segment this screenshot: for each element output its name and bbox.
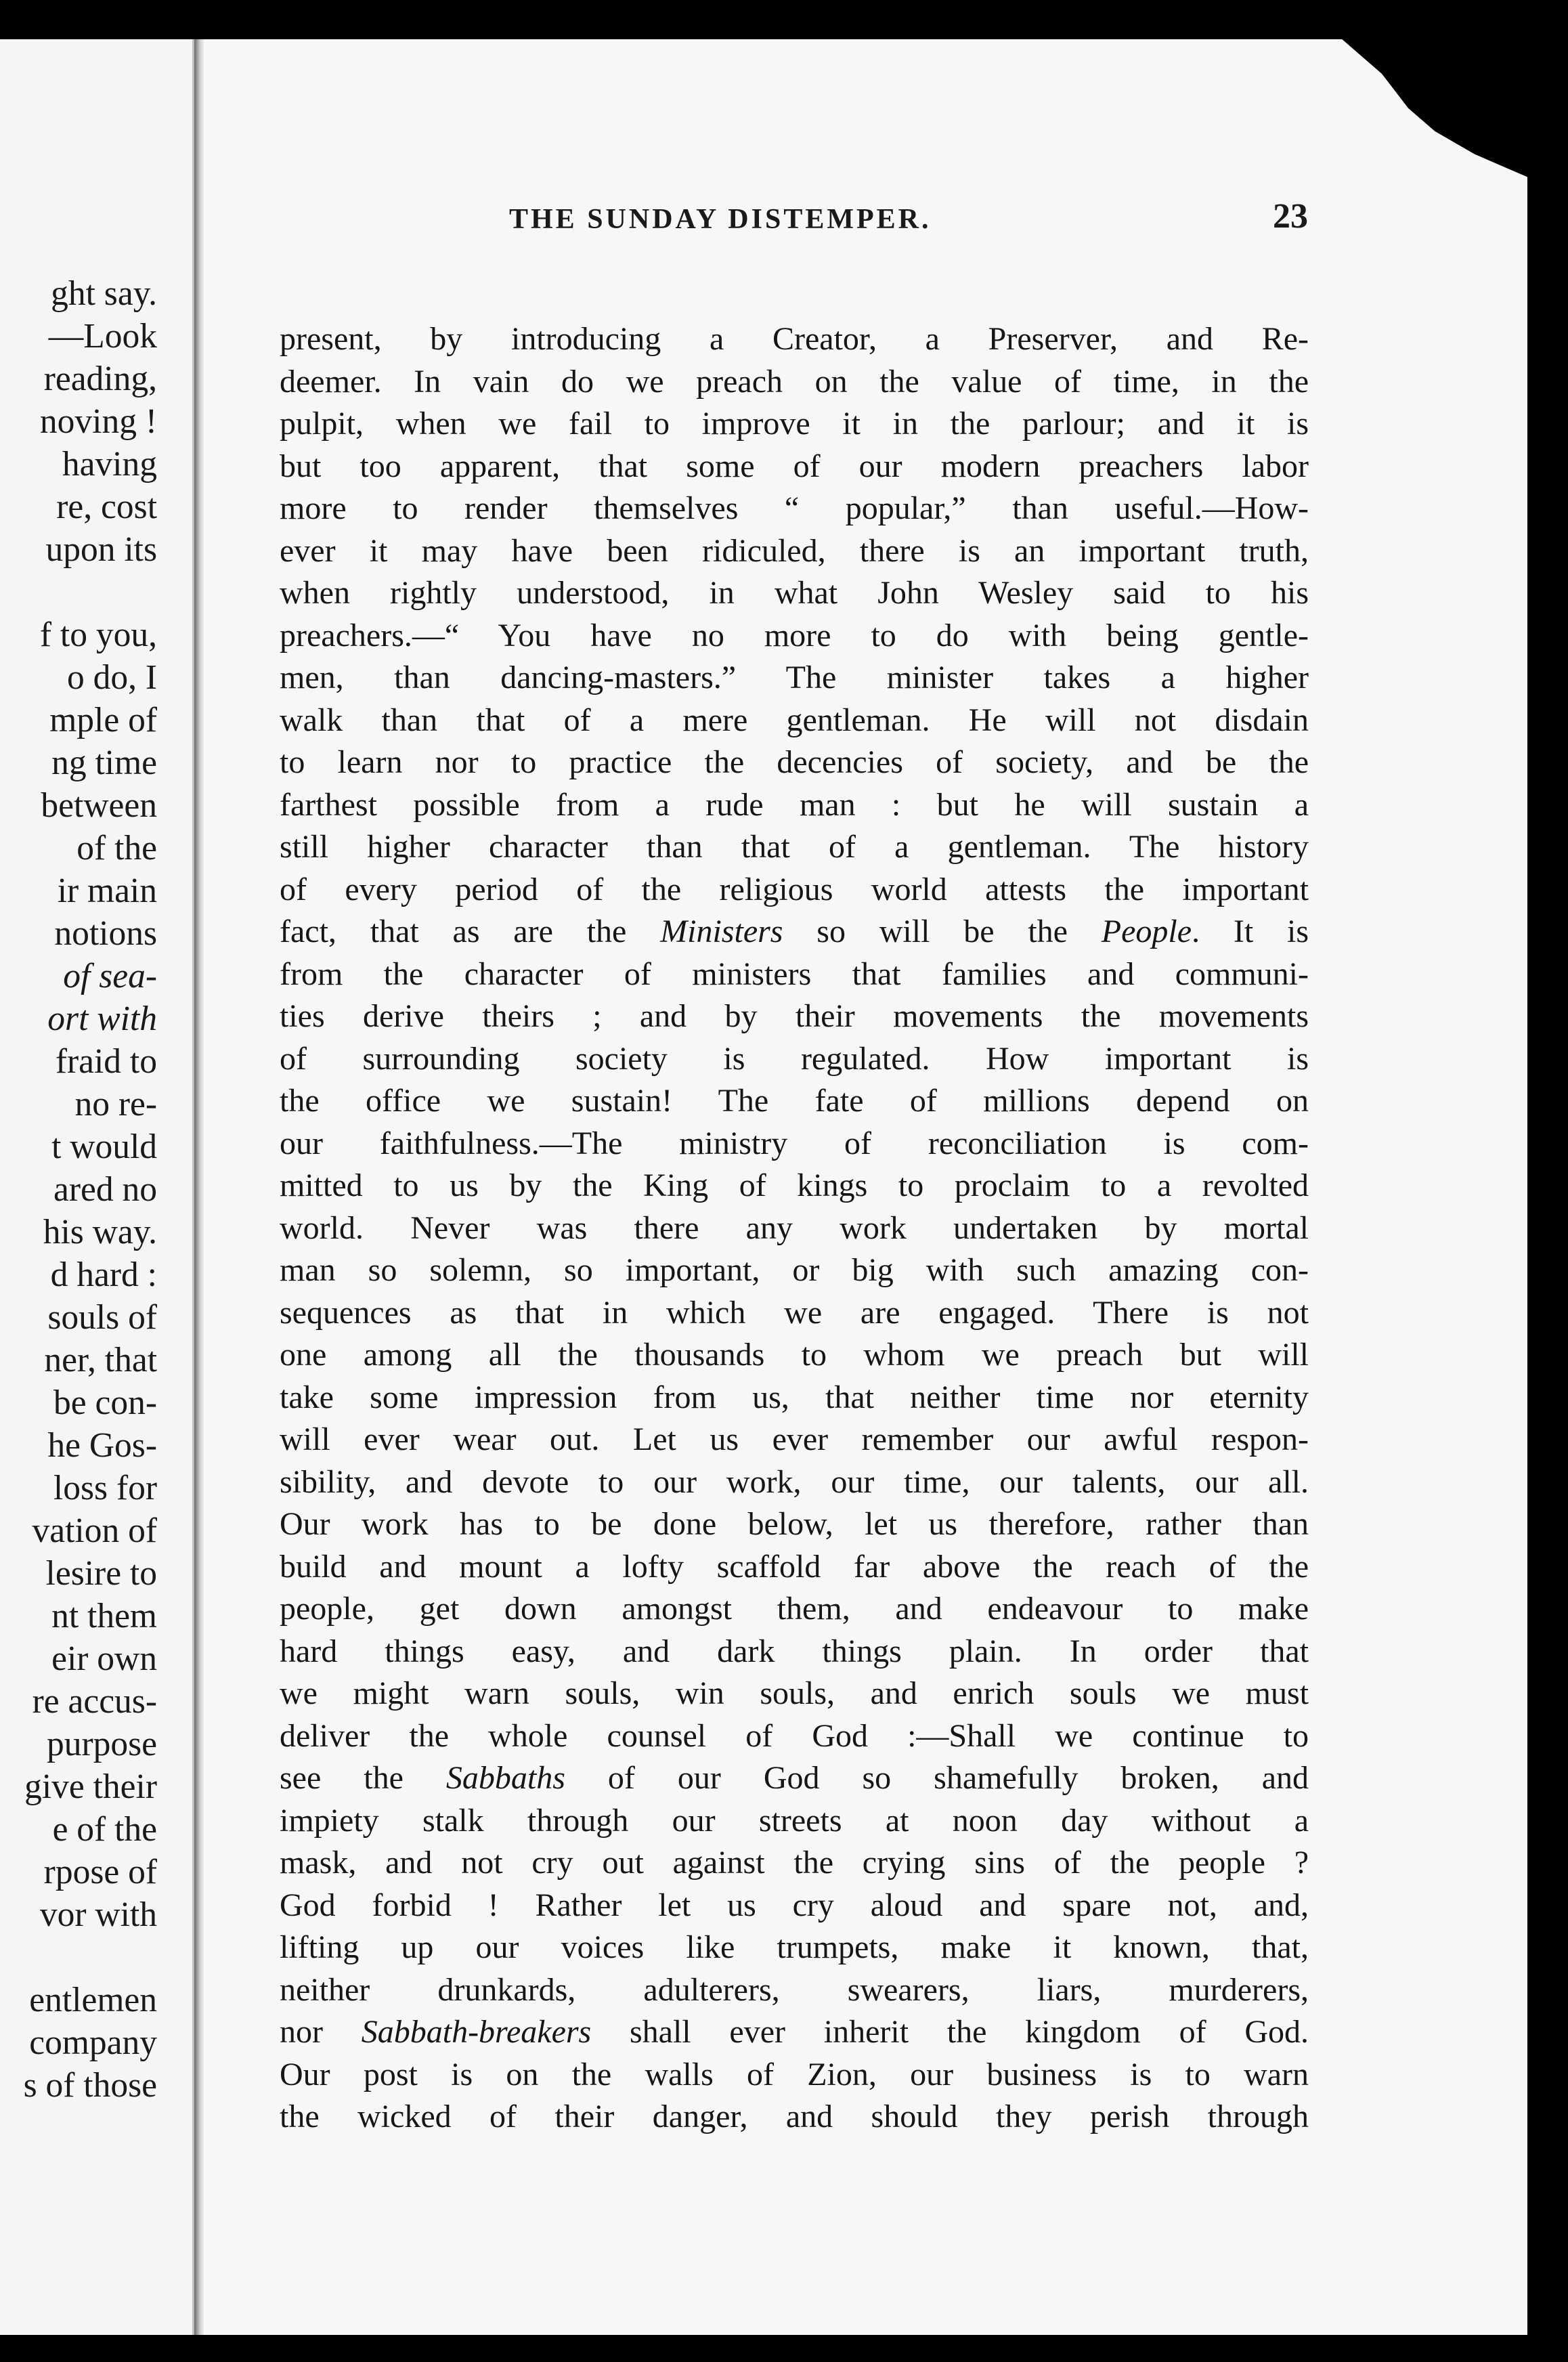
body-line: to learn nor to practice the decencies of society, and be the	[280, 744, 1309, 780]
left-page-line	[0, 1936, 157, 1979]
left-page-line: t would	[51, 1128, 157, 1166]
body-line: ties derive theirs ; and by their movements the movements	[280, 998, 1309, 1034]
left-page-line: ght say.	[51, 274, 157, 313]
body-line: present, by introducing a Creator, a Preserver, and Re-	[280, 321, 1309, 357]
body-line: take some impression from us, that neither time nor eternity	[280, 1379, 1309, 1415]
left-page-line: mple of	[49, 701, 157, 739]
left-page-line: his way.	[43, 1213, 157, 1251]
body-line: God forbid ! Rather let us cry aloud and spare not, and,	[280, 1887, 1309, 1923]
left-page-line: noving !	[39, 402, 157, 441]
body-line: fact, that as are the Ministers so will be the People. It is	[280, 914, 1309, 949]
left-page-line: of sea-	[63, 957, 157, 995]
left-page-line: of the	[77, 829, 157, 867]
body-line: man so solemn, so important, or big with such amazing con-	[280, 1252, 1309, 1288]
left-page-line: vation of	[32, 1511, 157, 1550]
body-line: people, get down amongst them, and endeavour to make	[280, 1591, 1309, 1627]
body-line: we might warn souls, win souls, and enrich souls we must	[280, 1675, 1309, 1711]
body-line: mask, and not cry out against the crying sins of the people ?	[280, 1845, 1309, 1881]
body-line: men, than dancing-masters.” The minister takes a higher	[280, 660, 1309, 695]
left-page-text-fragments	[0, 272, 157, 2107]
body-line: see the Sabbaths of our God so shamefully broken, and	[280, 1760, 1309, 1796]
body-line: walk than that of a mere gentleman. He will not disdain	[280, 702, 1309, 738]
left-page-line: loss for	[53, 1469, 157, 1507]
left-page-line: having	[62, 445, 157, 484]
left-page-line: no re-	[74, 1085, 157, 1123]
left-page-line	[0, 571, 157, 614]
left-page-line: ir main	[57, 872, 157, 910]
body-line: deemer. In vain do we preach on the value of time, in the	[280, 363, 1309, 400]
running-title: THE SUNDAY DISTEMPER.	[509, 204, 932, 235]
left-page-line: re accus-	[32, 1682, 157, 1721]
left-page-line: upon its	[45, 530, 157, 569]
left-page-line: ort with	[47, 1000, 157, 1038]
body-line: nor Sabbath-breakers shall ever inherit the kingdom of God.	[280, 2014, 1309, 2050]
left-page-line: give their	[24, 1767, 157, 1806]
body-line: of surrounding society is regulated. How important is	[280, 1040, 1309, 1077]
left-page-line: purpose	[46, 1725, 157, 1763]
left-page-line: reading,	[43, 360, 157, 398]
body-line: from the character of ministers that families and communi-	[280, 955, 1309, 992]
left-page-line: ner, that	[44, 1341, 157, 1379]
left-page-line: lesire to	[45, 1554, 157, 1593]
body-text	[280, 318, 1309, 2139]
left-page-line: s of those	[23, 2066, 157, 2105]
body-line: neither drunkards, adulterers, swearers, liars, murderers,	[280, 1971, 1309, 2008]
body-line: deliver the whole counsel of God :—Shall we continue to	[280, 1717, 1309, 1754]
body-line: preachers.—“ You have no more to do with being gentle-	[280, 617, 1309, 653]
left-page-line: —Look	[48, 317, 157, 356]
body-line: pulpit, when we fail to improve it in the parlour; and it is	[280, 406, 1309, 442]
left-page-line: company	[29, 2023, 157, 2062]
body-line: our faithfulness.—The ministry of reconciliation is com-	[280, 1125, 1309, 1161]
page-number: 23	[1273, 197, 1308, 236]
body-line: but too apparent, that some of our modern preachers labor	[280, 448, 1309, 484]
body-line: hard things easy, and dark things plain. In order that	[280, 1633, 1309, 1669]
body-line: one among all the thousands to whom we preach but will	[280, 1337, 1309, 1373]
left-page-line: ared no	[53, 1170, 157, 1209]
left-page-line: souls of	[47, 1298, 157, 1337]
left-page-line: rpose of	[43, 1853, 157, 1891]
body-line: when rightly understood, in what John Wesley said to his	[280, 575, 1309, 611]
running-head	[306, 197, 1308, 244]
book-gutter	[194, 39, 204, 2335]
left-page-line: nt them	[51, 1597, 157, 1635]
left-page-line: e of the	[52, 1810, 157, 1849]
body-line: more to render themselves “ popular,” than useful.—How-	[280, 490, 1309, 526]
body-line: farthest possible from a rude man : but he will sustain a	[280, 786, 1309, 823]
left-page-line: notions	[54, 914, 157, 953]
body-line: sibility, and devote to our work, our time, our talents, our all.	[280, 1463, 1309, 1500]
body-line: sequences as that in which we are engaged. There is not	[280, 1294, 1309, 1331]
body-line: will ever wear out. Let us ever remember our awful respon-	[280, 1421, 1309, 1457]
body-line: mitted to us by the King of kings to proclaim to a revolted	[280, 1167, 1309, 1203]
body-line: build and mount a lofty scaffold far above the reach of the	[280, 1548, 1309, 1585]
left-page-line: re, cost	[56, 488, 157, 526]
body-line: Our post is on the walls of Zion, our business is to warn	[280, 2056, 1309, 2092]
left-page-line: f to you,	[39, 616, 157, 654]
body-line: the wicked of their danger, and should they perish through	[280, 2099, 1309, 2134]
body-line: impiety stalk through our streets at noon day without a	[280, 1802, 1309, 1839]
left-page-line: he Gos-	[47, 1426, 157, 1465]
left-page-line: vor with	[39, 1895, 157, 1934]
body-line: still higher character than that of a gentleman. The history	[280, 829, 1309, 865]
left-page-line: be con-	[53, 1383, 157, 1422]
left-page-line: between	[41, 786, 157, 825]
left-page-line: fraid to	[55, 1042, 157, 1081]
left-page-line: eir own	[51, 1639, 157, 1678]
left-page-line: ng time	[51, 744, 157, 782]
left-page-line: o do, I	[66, 658, 157, 697]
body-line: the office we sustain! The fate of millions depend on	[280, 1083, 1309, 1119]
left-page-line: entlemen	[29, 1981, 157, 2019]
body-line: lifting up our voices like trumpets, make it known, that,	[280, 1929, 1309, 1965]
body-line: Our work has to be done below, let us therefore, rather than	[280, 1506, 1309, 1542]
body-line: of every period of the religious world attests the important	[280, 871, 1309, 907]
left-page-line: d hard :	[50, 1255, 157, 1294]
body-line: ever it may have been ridiculed, there is an important truth,	[280, 532, 1309, 569]
body-line: world. Never was there any work undertaken by mortal	[280, 1209, 1309, 1246]
